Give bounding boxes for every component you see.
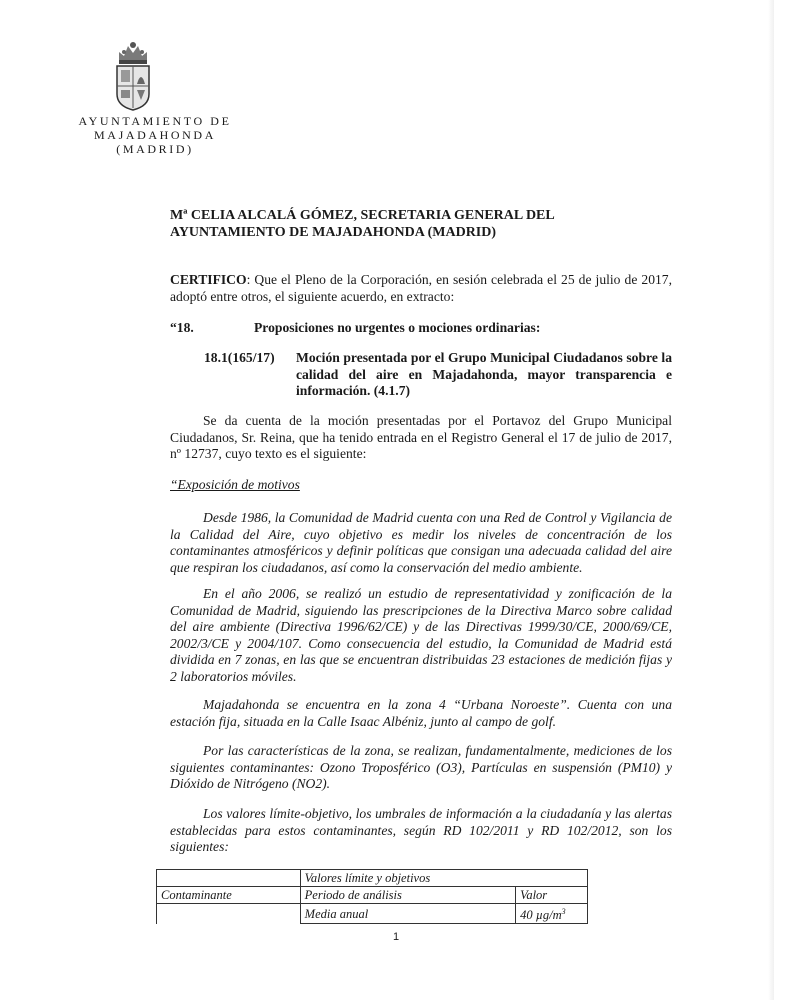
issuer-block <box>60 114 250 156</box>
table-header-valor: Valor <box>516 887 588 904</box>
table-header-contaminante: Contaminante <box>157 887 301 904</box>
table-cell-valor <box>516 904 588 924</box>
table-row <box>157 870 588 887</box>
valor-superscript: 3 <box>561 907 566 916</box>
valor-text: 40 µg/m <box>520 908 562 923</box>
issuer-line: MAJADAHONDA <box>94 128 216 142</box>
table-header-periodo: Periodo de análisis <box>300 887 515 904</box>
body-paragraph: Por las características de la zona, se realizan, fundamentalmente, mediciones de los siguientes contaminantes: Ozono Troposférico (O3), Partículas en suspensión (PM10) y Dióxido de Nitrógeno (NO2). <box>170 743 672 792</box>
document-title: Mª CELIA ALCALÁ GÓMEZ, SECRETARIA GENERAL DEL AYUNTAMIENTO DE MAJADAHONDA (MADRID) <box>170 208 554 240</box>
body-paragraph: En el año 2006, se realizó un estudio de representatividad y zonificación de la Comunidad de Madrid, siguiendo las prescripciones de la Directiva Marco sobre calidad del aire ambiente (Directiva 1996/62/CE) y de las Directivas 1999/30/CE, 2000/69/CE, 2002/3/CE y 2004/107. Como consecuencia del estudio, la Comunidad de Madrid está dividida en 7 zonas, en las que se encuentran distribuidas 23 estaciones de medición fijas y 2 laboratorios móviles. <box>170 586 672 684</box>
motion-title: Moción presentada por el Grupo Municipal Ciudadanos sobre la calidad del aire en Majadahonda, mayor transparencia e información. (4.1.7) <box>296 350 672 399</box>
table-cell <box>157 870 301 887</box>
issuer-line: (MADRID) <box>116 142 194 156</box>
limit-values-table <box>156 869 588 924</box>
certifico-text: : Que el Pleno de la Corporación, en sesión celebrada el 25 de julio de 2017, adoptó entre otros, el siguiente acuerdo, en extracto: <box>170 272 672 304</box>
proposal-heading <box>170 320 672 337</box>
page-number: 1 <box>392 931 400 943</box>
intro-paragraph: Se da cuenta de la moción presentadas por el Portavoz del Grupo Municipal Ciudadanos, Sr. Reina, que ha tenido entrada en el Registro General el 17 de julio de 2017, nº 12737, cuyo texto es el siguiente: <box>170 413 672 462</box>
coat-of-arms-icon <box>108 40 158 112</box>
certification-paragraph <box>170 272 672 305</box>
issuer-line: AYUNTAMIENTO DE <box>78 114 232 128</box>
table-cell <box>157 904 301 924</box>
table-cell-periodo: Media anual <box>300 904 515 924</box>
table-row <box>157 887 588 904</box>
certifico-label: CERTIFICO <box>170 272 247 287</box>
body-paragraph: Majadahonda se encuentra en la zona 4 “Urbana Noroeste”. Cuenta con una estación fija, situada en la Calle Isaac Albéniz, junto al campo de golf. <box>170 697 672 729</box>
exposicion-heading: “Exposición de motivos <box>170 477 300 492</box>
body-paragraph: Los valores límite-objetivo, los umbrales de información a la ciudadanía y las alertas establecidas para estos contaminantes, según RD 102/2011 y RD 102/2012, son los siguientes: <box>170 806 672 855</box>
body-paragraph: Desde 1986, la Comunidad de Madrid cuenta con una Red de Control y Vigilancia de la Calidad del Aire, cuyo objetivo es medir los niveles de concentración de los contaminantes atmosféricos y definir políticas que consigan una adecuada calidad del aire que respiran los ciudadanos, así como la conservación del medio ambiente. <box>170 510 672 575</box>
table-caption: Valores límite y objetivos <box>300 870 587 887</box>
proposal-title: Proposiciones no urgentes o mociones ordinarias: <box>254 320 541 335</box>
motion-number: 18.1(165/17) <box>204 350 275 365</box>
table-row <box>157 904 588 924</box>
proposal-number: “18. <box>170 320 194 335</box>
page-edge-shadow <box>768 0 774 1000</box>
